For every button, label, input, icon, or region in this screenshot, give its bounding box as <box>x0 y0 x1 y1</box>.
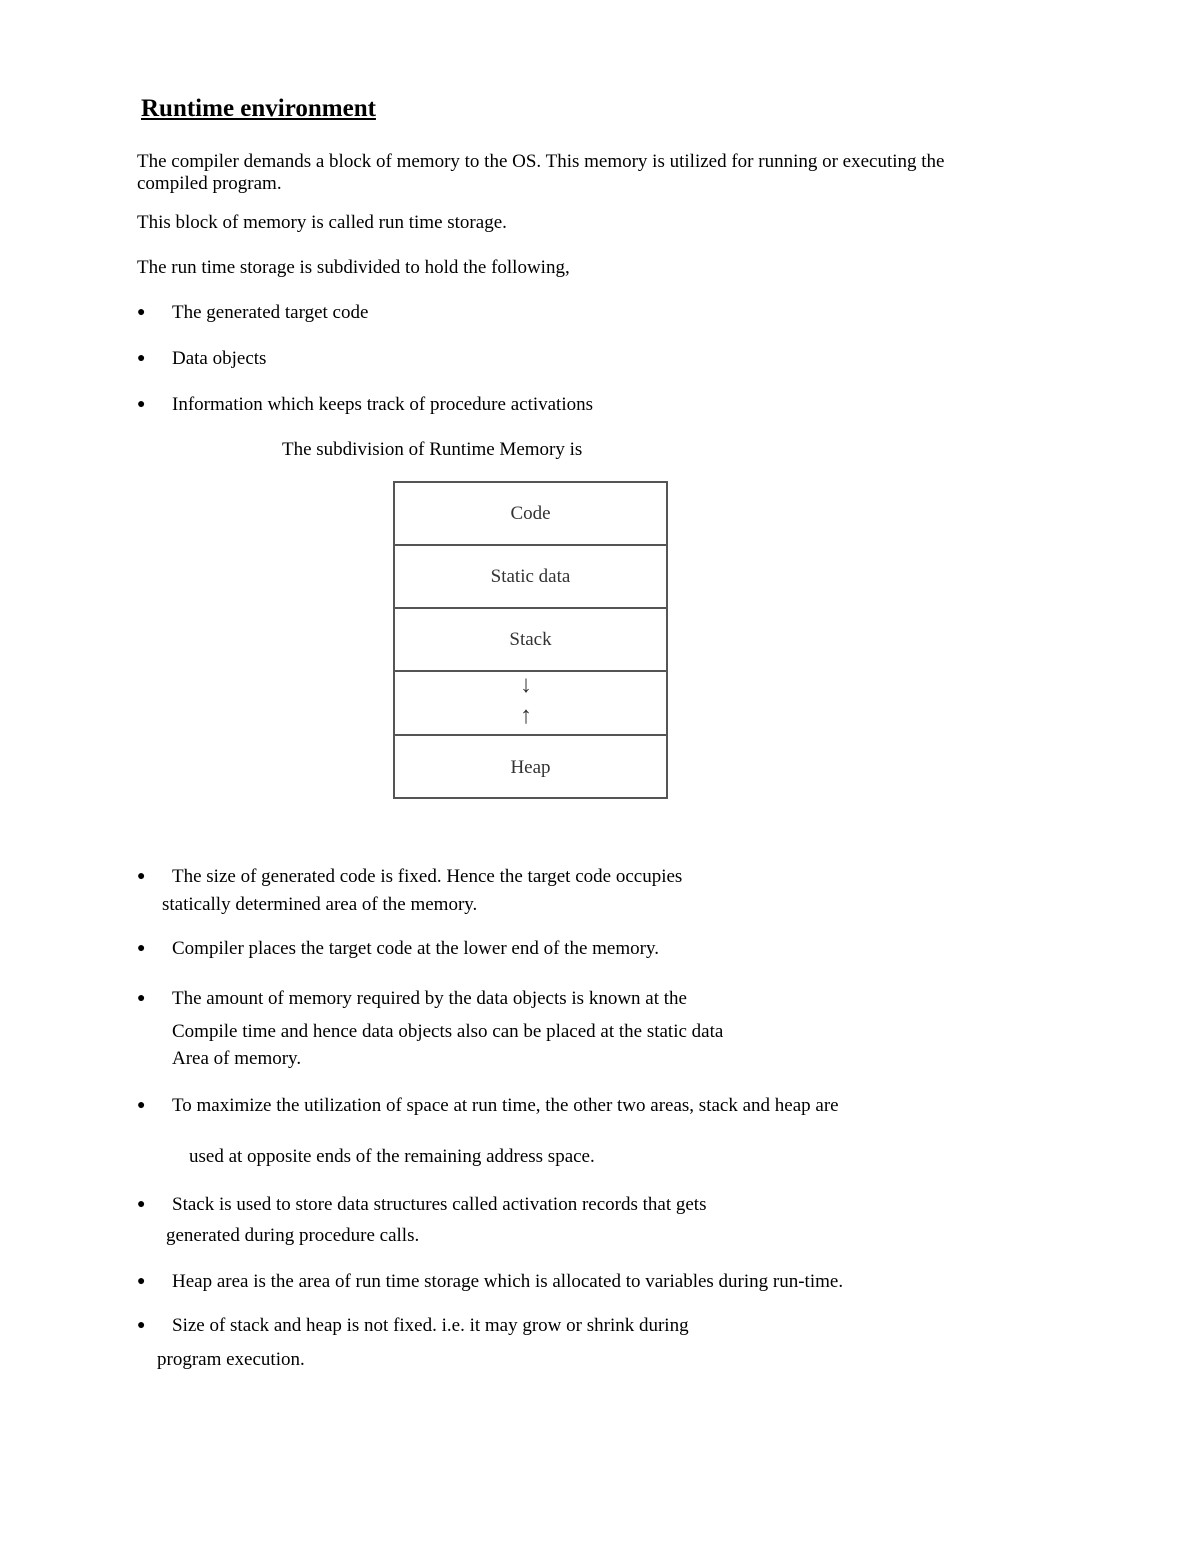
memory-block-static-data: Static data <box>395 546 666 609</box>
bullet-dot: ● <box>137 1318 146 1333</box>
list-item-continuation: used at opposite ends of the remaining address space. <box>189 1146 595 1167</box>
bullet-dot: ● <box>137 397 146 412</box>
intro-line-1: The compiler demands a block of memory to the OS. This memory is utilized for running or executing the <box>137 151 945 172</box>
list-item-continuation: generated during procedure calls. <box>166 1225 420 1246</box>
list-item-continuation: Compile time and hence data objects also can be placed at the static data <box>172 1021 724 1042</box>
list-item: The generated target code <box>172 302 369 323</box>
bullet-dot: ● <box>137 1197 146 1212</box>
bullet-dot: ● <box>137 991 146 1006</box>
list-item-continuation: program execution. <box>157 1349 305 1370</box>
list-item: Heap area is the area of run time storage which is allocated to variables during run-time. <box>172 1271 844 1292</box>
bullet-dot: ● <box>137 305 146 320</box>
list-item-continuation: statically determined area of the memory. <box>162 894 478 915</box>
list-item: To maximize the utilization of space at run time, the other two areas, stack and heap are <box>172 1095 839 1116</box>
memory-block-code: Code <box>395 483 666 546</box>
arrow-down-icon: ↓ <box>520 672 532 698</box>
list-item: Stack is used to store data structures called activation records that gets <box>172 1194 707 1215</box>
intro-line-3: This block of memory is called run time storage. <box>137 212 507 233</box>
memory-block-free-space <box>395 672 666 736</box>
memory-block-stack: Stack <box>395 609 666 672</box>
bullet-dot: ● <box>137 941 146 956</box>
list-item: Information which keeps track of procedure activations <box>172 394 594 415</box>
bullet-dot: ● <box>137 351 146 366</box>
bullet-dot: ● <box>137 1098 146 1113</box>
list-item-continuation: Area of memory. <box>172 1048 302 1069</box>
list-item: The amount of memory required by the data objects is known at the <box>172 988 687 1009</box>
memory-block-heap: Heap <box>510 756 551 778</box>
page-title: Runtime environment <box>141 95 376 122</box>
intro-line-2: compiled program. <box>137 173 282 194</box>
bullet-dot: ● <box>137 1274 146 1289</box>
intro-line-4: The run time storage is subdivided to hold the following, <box>137 257 570 278</box>
arrow-up-icon: ↑ <box>520 703 532 729</box>
list-item: Data objects <box>172 348 267 369</box>
diagram-caption: The subdivision of Runtime Memory is <box>282 439 583 460</box>
list-item: Size of stack and heap is not fixed. i.e. it may grow or shrink during <box>172 1315 689 1336</box>
memory-layout-diagram <box>393 481 668 799</box>
bullet-dot: ● <box>137 869 146 884</box>
list-item: The size of generated code is fixed. Hence the target code occupies <box>172 866 683 887</box>
list-item: Compiler places the target code at the lower end of the memory. <box>172 938 659 959</box>
